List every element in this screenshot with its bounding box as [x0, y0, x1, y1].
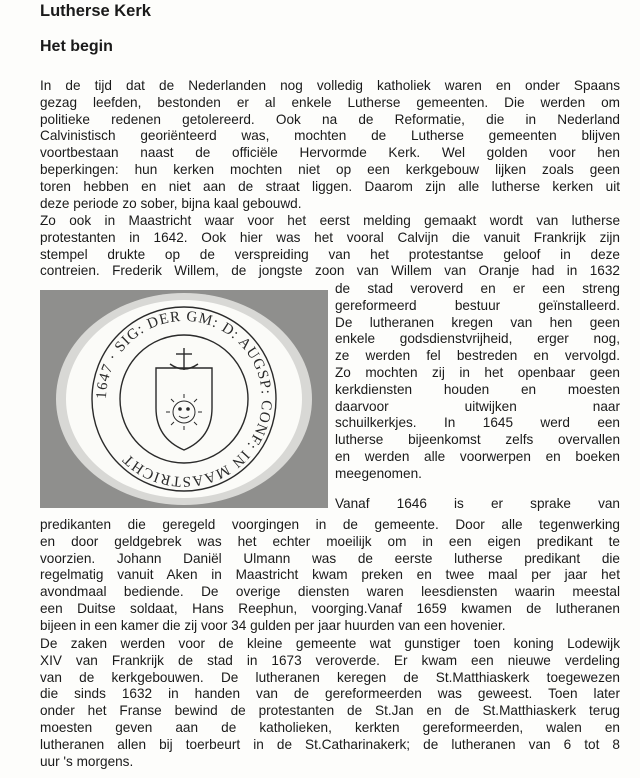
text-line: lutherse bijeenkomst zelfs overvallen [335, 432, 620, 448]
text-line: onder het Franse bewind de protestanten de St.Jan en de St.Matthiaskerk terug [40, 703, 620, 719]
text-line: beperkingen: hun kerken mochten niet op een kerkgebouw lijken zoals geen [40, 161, 620, 177]
text-line: Zo mochten zij in het openbaar geen [335, 364, 620, 380]
text-line: van de kerkgebouwen. De lutheranen keregen de St.Matthiaskerk toegewezen [40, 669, 620, 685]
text-line: meegenomen. [335, 465, 422, 481]
text-line: schuilkerkjes. In 1645 werd een [335, 415, 620, 431]
text-line: die sinds 1632 in handen van de gereformeerden was geweest. Toen later [40, 686, 620, 702]
text-line: protestanten in 1642. Ook hier was het vooral Calvijn die vanuit Frankrijk zijn [40, 229, 620, 245]
text-line: en door geldgebrek was het echter moeilijk om in een eigen predikant te [40, 533, 620, 549]
text-line: De zaken werden voor de kleine gemeente wat gunstiger toen koning Lodewijk [40, 636, 620, 651]
text-line: XIV van Frankrijk de stad in 1673 veroverde. Er kwam een nieuwe verdeling [40, 652, 620, 668]
paragraph-3 [40, 517, 620, 635]
text-line: deze periode zo sober, bijna kaal gebouwd. [40, 195, 302, 211]
page-title: Lutherse Kerk [40, 2, 151, 20]
text-line: de stad veroverd en er een streng [335, 281, 620, 296]
text-line: politieke redenen getolereerd. Ook na de Reformatie, die in Nederland [40, 111, 620, 127]
text-line: Vanaf 1646 is er sprake van [335, 496, 620, 511]
text-line: daarvoor uitwijken naar [335, 398, 620, 414]
text-line: De lutheranen kregen van hen geen [335, 314, 620, 330]
text-line: ze werden fel bestreden en vervolgd. [335, 348, 620, 364]
section-heading: Het begin [40, 38, 113, 55]
text-line: moesten geven aan de katholieken, kerkten gereformeerden, walen en [40, 719, 620, 735]
side-column-lastline [335, 496, 620, 513]
text-line: avondmaal bediende. De overige diensten waren leesdiensten waarin meestal [40, 584, 620, 600]
text-line: kerkdiensten houden en moesten [335, 381, 620, 397]
text-line: gezag leefden, bestonden er al enkele Lutherse gemeenten. Die werden om [40, 94, 620, 110]
text-line: regelmatig vanuit Aken in Maastricht kwam preken en twee maal per jaar het [40, 567, 620, 583]
text-line: In de tijd dat de Nederlanden nog volledig katholiek waren en onder Spaans [40, 78, 620, 93]
text-line: voorzien. Johann Daniël Ulmann was de eerste lutherse predikant die [40, 550, 620, 566]
seal-inscription: 1647 · SIG: DER GM: D: AUGSP: CONF: IN MAASTRICHT [93, 308, 275, 490]
church-seal-image [40, 290, 328, 508]
text-line: Zo ook in Maastricht waar voor het eerst melding gemaakt wordt van lutherse [40, 213, 620, 228]
text-line: lutheranen allen bij toerbeurt in de St.Catharinakerk; de lutheranen van 6 tot 8 [40, 736, 620, 752]
text-line: Calvinistisch georiënteerd was, mochten de Lutherse gemeenten blijven [40, 128, 620, 144]
text-line: uur 's morgens. [40, 753, 134, 769]
paragraph-2 [40, 213, 620, 280]
side-column-text [335, 281, 620, 483]
text-line: een Duitse soldaat, Hans Reephun, voorging.Vanaf 1659 kwamen de lutheranen [40, 600, 620, 616]
text-line: contreien. Frederik Willem, de jongste zoon van Willem van Oranje had in 1632 [40, 263, 620, 279]
text-line: gereformeerd bestuur geïnstalleerd. [335, 297, 620, 313]
text-line: en werden alle voorwerpen en boeken [335, 448, 620, 464]
text-line: toren hebben en niet aan de straat liggen. Daarom zijn alle lutherse kerken uit [40, 178, 620, 194]
paragraph-1 [40, 78, 620, 212]
text-line: voortbestaan naast de officiële Hervormde Kerk. Wel golden voor hen [40, 145, 620, 161]
text-line: predikanten die geregeld voorgingen in de gemeente. Door alle tegenwerking [40, 517, 620, 532]
text-line: bijeen in een kamer die zij voor 34 gulden per jaar huurden van een hovenier. [40, 617, 506, 633]
text-line: enkele godsdienstvrijheid, erger nog, [335, 331, 620, 347]
paragraph-4 [40, 636, 620, 770]
text-line: stempel drukte op de verspreiding van het protestantse geloof in deze [40, 246, 620, 262]
